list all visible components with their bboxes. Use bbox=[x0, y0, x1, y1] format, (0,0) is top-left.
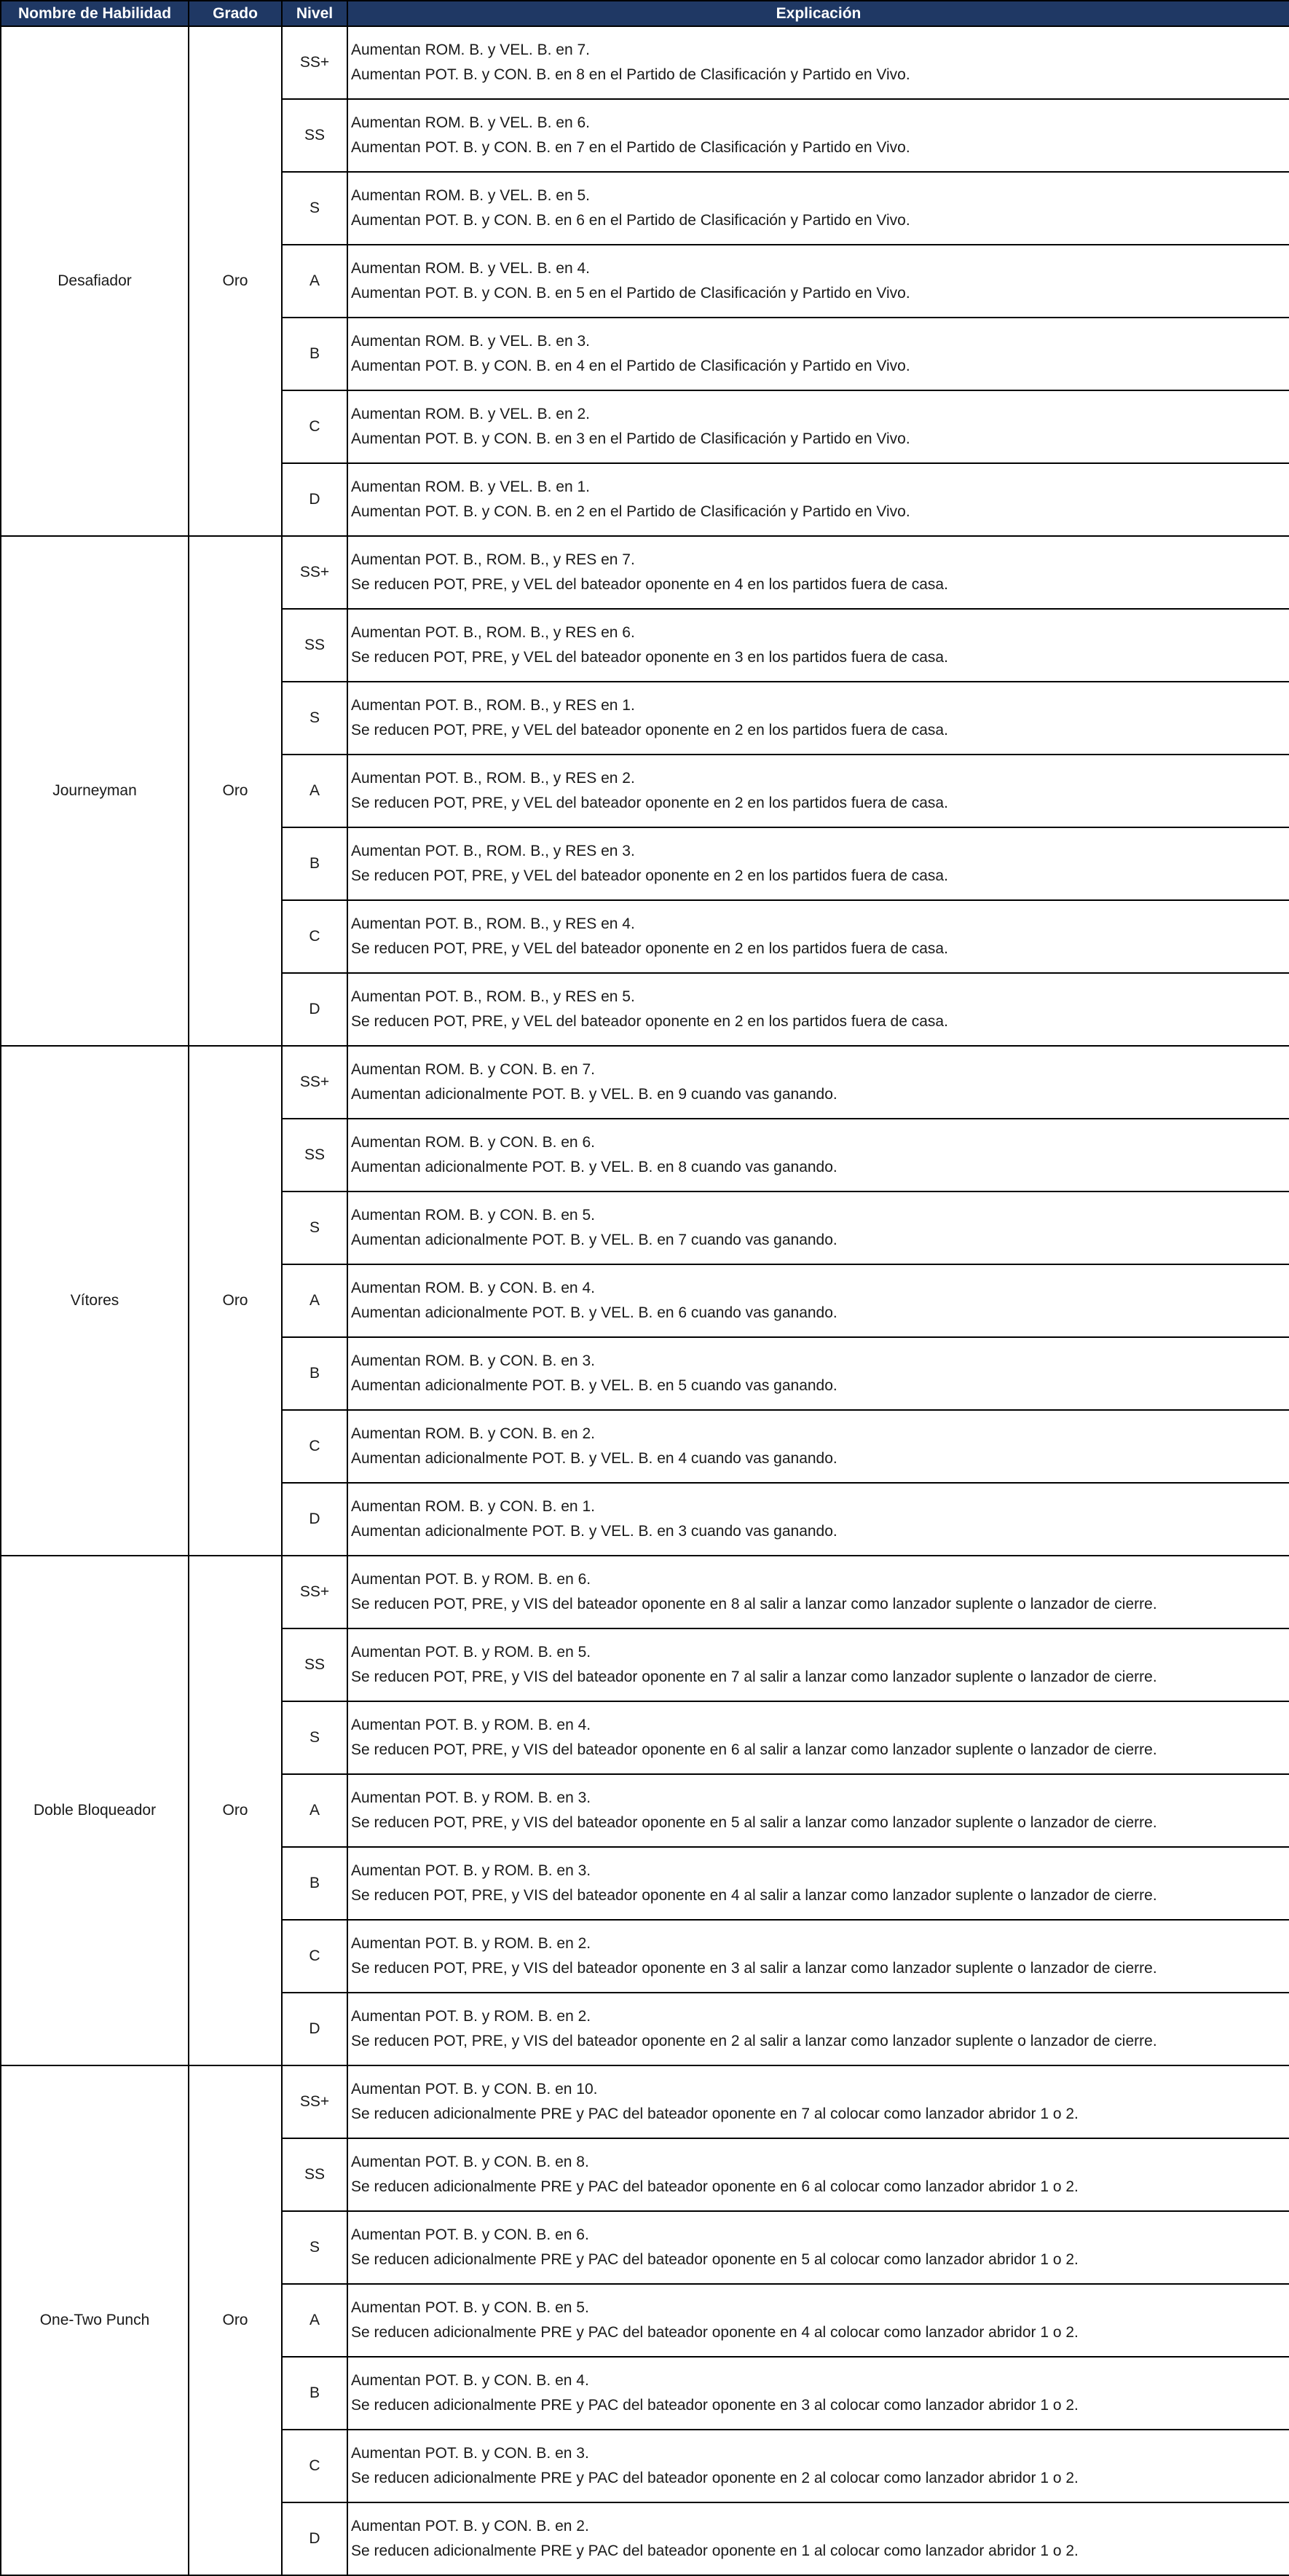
header-skill-name: Nombre de Habilidad bbox=[1, 1, 189, 26]
explanation-cell bbox=[347, 1264, 1289, 1337]
explanation-line-2: Se reducen POT, PRE, y VIS del bateador oponente en 5 al salir a lanzar como lanzador suplente o lanzador de cierre. bbox=[351, 1814, 1157, 1831]
explanation-line-2: Se reducen POT, PRE, y VEL del bateador oponente en 2 en los partidos fuera de casa. bbox=[351, 722, 948, 738]
skill-name-cell: Doble Bloqueador bbox=[1, 1556, 189, 2065]
level-cell: SS+ bbox=[282, 536, 347, 609]
level-cell: SS bbox=[282, 1119, 347, 1192]
level-cell: B bbox=[282, 318, 347, 390]
explanation-line-1: Aumentan POT. B. y ROM. B. en 5. bbox=[351, 1644, 591, 1661]
explanation-line-2: Aumentan POT. B. y CON. B. en 5 en el Partido de Clasificación y Partido en Vivo. bbox=[351, 285, 910, 302]
level-cell: A bbox=[282, 2284, 347, 2357]
explanation-line-1: Aumentan ROM. B. y VEL. B. en 6. bbox=[351, 114, 590, 131]
explanation-line-2: Se reducen POT, PRE, y VIS del bateador oponente en 6 al salir a lanzar como lanzador suplente o lanzador de cierre. bbox=[351, 1741, 1157, 1758]
explanation-cell bbox=[347, 2211, 1289, 2284]
explanation-line-2: Se reducen adicionalmente PRE y PAC del bateador oponente en 1 al colocar como lanzador abridor 1 o 2. bbox=[351, 2542, 1079, 2559]
explanation-line-1: Aumentan POT. B. y CON. B. en 8. bbox=[351, 2154, 589, 2170]
explanation-line-1: Aumentan POT. B., ROM. B., y RES en 3. bbox=[351, 843, 635, 859]
level-cell: B bbox=[282, 1337, 347, 1410]
explanation-line-1: Aumentan POT. B., ROM. B., y RES en 5. bbox=[351, 988, 635, 1005]
explanation-line-2: Se reducen POT, PRE, y VEL del bateador oponente en 4 en los partidos fuera de casa. bbox=[351, 576, 948, 593]
explanation-line-2: Se reducen POT, PRE, y VEL del bateador oponente en 2 en los partidos fuera de casa. bbox=[351, 1013, 948, 1030]
explanation-cell bbox=[347, 1046, 1289, 1119]
explanation-cell bbox=[347, 1483, 1289, 1556]
skill-grade-cell: Oro bbox=[189, 1556, 282, 2065]
table-row bbox=[1, 26, 1289, 99]
level-cell: A bbox=[282, 245, 347, 318]
level-cell: B bbox=[282, 2357, 347, 2430]
explanation-line-2: Se reducen adicionalmente PRE y PAC del bateador oponente en 4 al colocar como lanzador abridor 1 o 2. bbox=[351, 2324, 1079, 2341]
explanation-line-1: Aumentan POT. B., ROM. B., y RES en 6. bbox=[351, 624, 635, 641]
explanation-line-2: Se reducen POT, PRE, y VIS del bateador oponente en 7 al salir a lanzar como lanzador suplente o lanzador de cierre. bbox=[351, 1669, 1157, 1685]
explanation-line-1: Aumentan POT. B. y ROM. B. en 3. bbox=[351, 1862, 591, 1879]
explanation-line-2: Aumentan adicionalmente POT. B. y VEL. B. en 7 cuando vas ganando. bbox=[351, 1232, 837, 1248]
skill-name-cell: One-Two Punch bbox=[1, 2065, 189, 2575]
explanation-cell bbox=[347, 1920, 1289, 1993]
level-cell: S bbox=[282, 1192, 347, 1264]
explanation-line-1: Aumentan POT. B. y CON. B. en 10. bbox=[351, 2081, 598, 2098]
level-cell: C bbox=[282, 390, 347, 463]
explanation-line-1: Aumentan POT. B. y CON. B. en 6. bbox=[351, 2226, 589, 2243]
explanation-line-1: Aumentan ROM. B. y VEL. B. en 5. bbox=[351, 187, 590, 204]
explanation-cell bbox=[347, 390, 1289, 463]
skill-grade-cell: Oro bbox=[189, 2065, 282, 2575]
explanation-line-1: Aumentan ROM. B. y CON. B. en 4. bbox=[351, 1280, 595, 1296]
explanation-line-1: Aumentan ROM. B. y CON. B. en 2. bbox=[351, 1425, 595, 1442]
explanation-line-1: Aumentan ROM. B. y CON. B. en 6. bbox=[351, 1134, 595, 1151]
explanation-line-2: Se reducen adicionalmente PRE y PAC del bateador oponente en 6 al colocar como lanzador abridor 1 o 2. bbox=[351, 2178, 1079, 2195]
explanation-line-2: Se reducen POT, PRE, y VIS del bateador oponente en 4 al salir a lanzar como lanzador suplente o lanzador de cierre. bbox=[351, 1887, 1157, 1904]
explanation-line-2: Se reducen adicionalmente PRE y PAC del bateador oponente en 2 al colocar como lanzador abridor 1 o 2. bbox=[351, 2470, 1079, 2486]
level-cell: A bbox=[282, 755, 347, 827]
explanation-cell bbox=[347, 2065, 1289, 2138]
table-row bbox=[1, 1556, 1289, 1628]
level-cell: D bbox=[282, 2502, 347, 2575]
level-cell: C bbox=[282, 2430, 347, 2502]
skill-grade-cell: Oro bbox=[189, 26, 282, 536]
explanation-line-1: Aumentan POT. B. y CON. B. en 5. bbox=[351, 2299, 589, 2316]
explanation-line-1: Aumentan POT. B. y ROM. B. en 6. bbox=[351, 1571, 591, 1588]
explanation-cell bbox=[347, 245, 1289, 318]
explanation-cell bbox=[347, 609, 1289, 682]
level-cell: SS+ bbox=[282, 1556, 347, 1628]
explanation-line-2: Aumentan adicionalmente POT. B. y VEL. B. en 3 cuando vas ganando. bbox=[351, 1523, 837, 1540]
explanation-line-1: Aumentan POT. B., ROM. B., y RES en 1. bbox=[351, 697, 635, 714]
explanation-line-1: Aumentan ROM. B. y VEL. B. en 7. bbox=[351, 42, 590, 58]
explanation-cell bbox=[347, 827, 1289, 900]
explanation-line-2: Se reducen POT, PRE, y VEL del bateador oponente en 3 en los partidos fuera de casa. bbox=[351, 649, 948, 666]
explanation-cell bbox=[347, 1119, 1289, 1192]
explanation-line-2: Se reducen adicionalmente PRE y PAC del bateador oponente en 5 al colocar como lanzador abridor 1 o 2. bbox=[351, 2251, 1079, 2268]
explanation-line-1: Aumentan ROM. B. y VEL. B. en 1. bbox=[351, 478, 590, 495]
explanation-cell bbox=[347, 1993, 1289, 2065]
explanation-line-2: Aumentan POT. B. y CON. B. en 6 en el Partido de Clasificación y Partido en Vivo. bbox=[351, 212, 910, 229]
explanation-line-2: Aumentan adicionalmente POT. B. y VEL. B. en 6 cuando vas ganando. bbox=[351, 1304, 837, 1321]
level-cell: B bbox=[282, 1847, 347, 1920]
header-level: Nivel bbox=[282, 1, 347, 26]
explanation-cell bbox=[347, 682, 1289, 755]
explanation-line-1: Aumentan ROM. B. y VEL. B. en 2. bbox=[351, 406, 590, 422]
explanation-cell bbox=[347, 172, 1289, 245]
level-cell: S bbox=[282, 172, 347, 245]
level-cell: D bbox=[282, 1483, 347, 1556]
explanation-line-2: Se reducen POT, PRE, y VIS del bateador oponente en 8 al salir a lanzar como lanzador suplente o lanzador de cierre. bbox=[351, 1596, 1157, 1612]
explanation-cell bbox=[347, 1701, 1289, 1774]
table-body bbox=[1, 26, 1289, 2575]
explanation-line-1: Aumentan ROM. B. y CON. B. en 1. bbox=[351, 1498, 595, 1515]
explanation-line-1: Aumentan ROM. B. y CON. B. en 7. bbox=[351, 1061, 595, 1078]
level-cell: D bbox=[282, 1993, 347, 2065]
explanation-line-1: Aumentan ROM. B. y CON. B. en 5. bbox=[351, 1207, 595, 1224]
level-cell: SS+ bbox=[282, 2065, 347, 2138]
explanation-line-1: Aumentan POT. B., ROM. B., y RES en 7. bbox=[351, 551, 635, 568]
explanation-line-1: Aumentan POT. B. y ROM. B. en 4. bbox=[351, 1717, 591, 1733]
explanation-cell bbox=[347, 1628, 1289, 1701]
skill-grade-cell: Oro bbox=[189, 1046, 282, 1556]
explanation-line-2: Se reducen POT, PRE, y VIS del bateador oponente en 2 al salir a lanzar como lanzador suplente o lanzador de cierre. bbox=[351, 2033, 1157, 2049]
skill-name-cell: Vítores bbox=[1, 1046, 189, 1556]
header-row bbox=[1, 1, 1289, 26]
explanation-line-1: Aumentan POT. B. y ROM. B. en 2. bbox=[351, 2008, 591, 2025]
explanation-line-2: Se reducen POT, PRE, y VIS del bateador oponente en 3 al salir a lanzar como lanzador suplente o lanzador de cierre. bbox=[351, 1960, 1157, 1977]
explanation-line-1: Aumentan POT. B. y CON. B. en 4. bbox=[351, 2372, 589, 2389]
explanation-line-2: Se reducen adicionalmente PRE y PAC del bateador oponente en 3 al colocar como lanzador abridor 1 o 2. bbox=[351, 2397, 1079, 2414]
explanation-line-2: Se reducen POT, PRE, y VEL del bateador oponente en 2 en los partidos fuera de casa. bbox=[351, 795, 948, 811]
level-cell: SS bbox=[282, 2138, 347, 2211]
explanation-line-1: Aumentan POT. B. y CON. B. en 3. bbox=[351, 2445, 589, 2462]
explanation-cell bbox=[347, 99, 1289, 172]
explanation-cell bbox=[347, 2357, 1289, 2430]
explanation-line-1: Aumentan POT. B. y ROM. B. en 3. bbox=[351, 1789, 591, 1806]
table-row bbox=[1, 2065, 1289, 2138]
explanation-cell bbox=[347, 2284, 1289, 2357]
level-cell: A bbox=[282, 1264, 347, 1337]
explanation-cell bbox=[347, 1410, 1289, 1483]
explanation-cell bbox=[347, 1192, 1289, 1264]
explanation-cell bbox=[347, 536, 1289, 609]
explanation-line-2: Aumentan POT. B. y CON. B. en 2 en el Partido de Clasificación y Partido en Vivo. bbox=[351, 503, 910, 520]
explanation-cell bbox=[347, 1847, 1289, 1920]
level-cell: S bbox=[282, 1701, 347, 1774]
level-cell: SS bbox=[282, 1628, 347, 1701]
explanation-line-2: Aumentan adicionalmente POT. B. y VEL. B. en 8 cuando vas ganando. bbox=[351, 1159, 837, 1175]
explanation-line-2: Se reducen adicionalmente PRE y PAC del bateador oponente en 7 al colocar como lanzador abridor 1 o 2. bbox=[351, 2106, 1079, 2122]
explanation-line-2: Aumentan adicionalmente POT. B. y VEL. B. en 5 cuando vas ganando. bbox=[351, 1377, 837, 1394]
level-cell: SS bbox=[282, 609, 347, 682]
level-cell: C bbox=[282, 1410, 347, 1483]
explanation-line-1: Aumentan POT. B. y CON. B. en 2. bbox=[351, 2518, 589, 2534]
explanation-line-2: Se reducen POT, PRE, y VEL del bateador oponente en 2 en los partidos fuera de casa. bbox=[351, 867, 948, 884]
explanation-cell bbox=[347, 2138, 1289, 2211]
explanation-cell bbox=[347, 1337, 1289, 1410]
explanation-line-2: Aumentan POT. B. y CON. B. en 4 en el Partido de Clasificación y Partido en Vivo. bbox=[351, 358, 910, 374]
level-cell: SS+ bbox=[282, 1046, 347, 1119]
skill-grade-cell: Oro bbox=[189, 536, 282, 1046]
level-cell: D bbox=[282, 463, 347, 536]
table-row bbox=[1, 1046, 1289, 1119]
explanation-line-2: Aumentan POT. B. y CON. B. en 8 en el Partido de Clasificación y Partido en Vivo. bbox=[351, 66, 910, 83]
explanation-line-2: Aumentan adicionalmente POT. B. y VEL. B. en 9 cuando vas ganando. bbox=[351, 1086, 837, 1103]
explanation-line-1: Aumentan ROM. B. y CON. B. en 3. bbox=[351, 1352, 595, 1369]
explanation-line-1: Aumentan ROM. B. y VEL. B. en 3. bbox=[351, 333, 590, 350]
explanation-cell bbox=[347, 755, 1289, 827]
explanation-cell bbox=[347, 2502, 1289, 2575]
table-row bbox=[1, 536, 1289, 609]
header-grade: Grado bbox=[189, 1, 282, 26]
explanation-line-2: Se reducen POT, PRE, y VEL del bateador oponente en 2 en los partidos fuera de casa. bbox=[351, 940, 948, 957]
explanation-cell bbox=[347, 463, 1289, 536]
level-cell: A bbox=[282, 1774, 347, 1847]
explanation-line-1: Aumentan POT. B., ROM. B., y RES en 4. bbox=[351, 915, 635, 932]
skill-name-cell: Desafiador bbox=[1, 26, 189, 536]
level-cell: C bbox=[282, 1920, 347, 1993]
explanation-line-1: Aumentan POT. B. y ROM. B. en 2. bbox=[351, 1935, 591, 1952]
explanation-cell bbox=[347, 1774, 1289, 1847]
explanation-cell bbox=[347, 26, 1289, 99]
level-cell: D bbox=[282, 973, 347, 1046]
explanation-cell bbox=[347, 2430, 1289, 2502]
explanation-line-2: Aumentan POT. B. y CON. B. en 3 en el Partido de Clasificación y Partido en Vivo. bbox=[351, 430, 910, 447]
level-cell: SS bbox=[282, 99, 347, 172]
explanation-cell bbox=[347, 973, 1289, 1046]
level-cell: SS+ bbox=[282, 26, 347, 99]
explanation-line-1: Aumentan ROM. B. y VEL. B. en 4. bbox=[351, 260, 590, 277]
explanation-cell bbox=[347, 900, 1289, 973]
level-cell: S bbox=[282, 2211, 347, 2284]
table-header bbox=[1, 1, 1289, 26]
header-explanation: Explicación bbox=[347, 1, 1289, 26]
explanation-line-2: Aumentan adicionalmente POT. B. y VEL. B. en 4 cuando vas ganando. bbox=[351, 1450, 837, 1467]
explanation-cell bbox=[347, 318, 1289, 390]
explanation-cell bbox=[347, 1556, 1289, 1628]
explanation-line-2: Aumentan POT. B. y CON. B. en 7 en el Partido de Clasificación y Partido en Vivo. bbox=[351, 139, 910, 156]
skill-name-cell: Journeyman bbox=[1, 536, 189, 1046]
level-cell: S bbox=[282, 682, 347, 755]
explanation-line-1: Aumentan POT. B., ROM. B., y RES en 2. bbox=[351, 770, 635, 787]
level-cell: C bbox=[282, 900, 347, 973]
level-cell: B bbox=[282, 827, 347, 900]
